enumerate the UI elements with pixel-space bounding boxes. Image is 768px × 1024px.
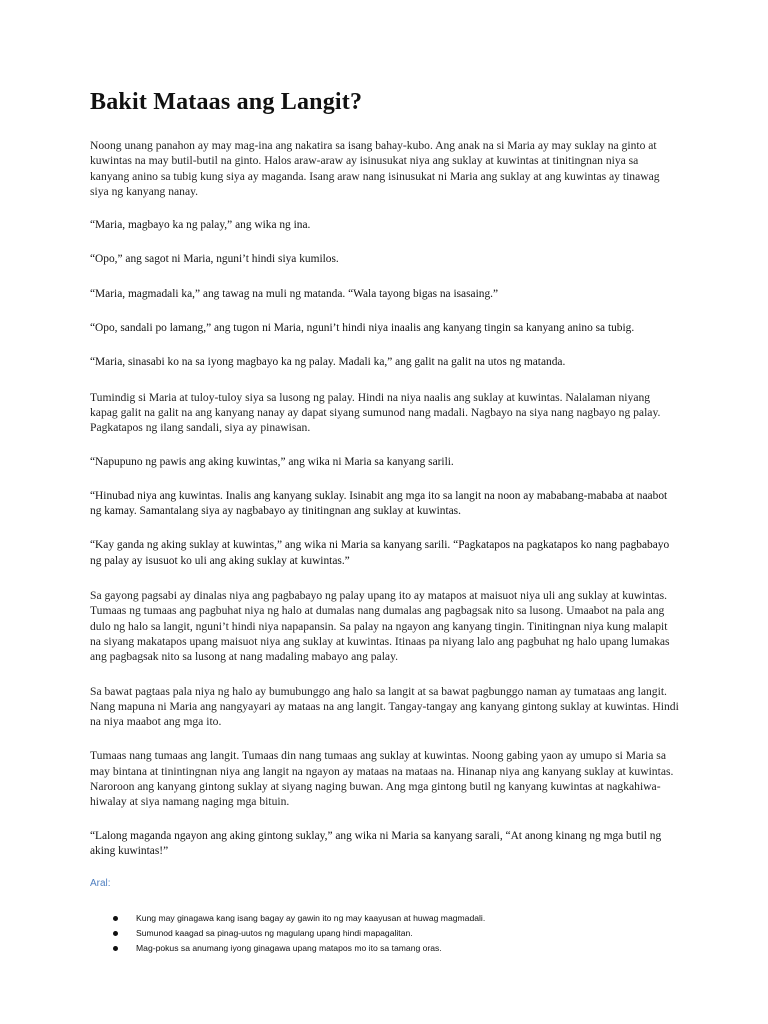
lesson-item	[90, 941, 680, 956]
bullet-icon	[113, 916, 118, 921]
lesson-item	[90, 911, 680, 926]
paragraph-narration: “Hinubad niya ang kuwintas. Inalis ang kanyang suklay. Isinabit ang mga ito sa langit na noon ay mababang-mababa at naabot ng kamay. Samantalang siya ay nagbabayo ay tinitingnan ang suklay at kuwintas.	[90, 489, 668, 518]
aral-heading: Aral:	[90, 878, 111, 890]
bullet-icon	[113, 931, 118, 936]
lesson-item	[90, 926, 680, 941]
paragraph-intro: Noong unang panahon ay may mag-ina ang nakatira sa isang bahay-kubo. Ang anak na si Maria ay may suklay na ginto at kuwintas na may butil-butil na ginto. Halos araw-araw ay isinusukat niya ang suklay at kuwintas at tinitingnan niya sa kanyang anino sa tubig kung siya ay maganda. Isang araw nang isinusukat ni Maria ang suklay at ang kuwintas ay tinawag siya ng kanyang nanay.	[90, 139, 660, 198]
story-body	[90, 138, 680, 956]
paragraph-dialogue: “Lalong maganda ngayon ang aking gintong suklay,” ang wika ni Maria sa kanyang sarali, “At anong kinang ng mga butil ng aking kuwintas!”	[90, 829, 662, 857]
paragraph-dialogue: “Opo,” ang sagot ni Maria, nguni’t hindi siya kumilos.	[90, 253, 339, 266]
paragraph-dialogue: “Napupuno ng pawis ang aking kuwintas,” ang wika ni Maria sa kanyang sarili.	[90, 455, 454, 468]
lesson-list	[90, 911, 680, 956]
paragraph-dialogue: “Opo, sandali po lamang,” ang tugon ni Maria, nguni’t hindi niya inaalis ang kanyang tingin sa kanyang anino sa tubig.	[90, 322, 635, 335]
paragraph-narration: Sa gayong pagsabi ay dinalas niya ang pagbabayo ng palay upang ito ay matapos at maisuot niya uli ang suklay at kuwintas. Tumaas ng tumaas ang pagbuhat niya ng halo at dumalas nang dumalas ang pagbagsak nito sa lusong. Umaabot na pala ang dulo ng halo sa langit, nguni’t hindi niya napapansin. Sa palay na ngayon ang kanyang tingin. Tinitingnan niya kung malapit na siyang makatapos upang maisuot niya ang suklay at kuwintas. Itinaas pa niyang lalo ang pagbuhat ng halo upang lumakas ang pagbagsak nito sa lusong at nang madaling mabayo ang palay.	[90, 589, 670, 664]
paragraph-dialogue: “Maria, sinasabi ko na sa iyong magbayo ka ng palay. Madali ka,” ang galit na galit na utos ng matanda.	[90, 356, 566, 369]
paragraph-dialogue: “Maria, magbayo ka ng palay,” ang wika ng ina.	[90, 219, 311, 232]
paragraph-narration: Tumindig si Maria at tuloy-tuloy siya sa lusong ng palay. Hindi na niya naalis ang suklay at kuwintas. Nalalaman niyang kapag galit na galit na ang kanyang nanay ay dapat siyang sumunod nang madali. Nagbayo na siya nang nagbayo ng palay. Pagkatapos ng ilang sandali, siya ay pinawisan.	[90, 390, 661, 435]
page-title: Bakit Mataas ang Langit?	[90, 89, 363, 115]
paragraph-dialogue: “Maria, magmadali ka,” ang tawag na muli ng matanda. “Wala tayong bigas na isasaing.”	[90, 287, 499, 300]
bullet-icon	[113, 946, 118, 951]
lesson-text: Mag-pokus sa anumang iyong ginagawa upang matapos mo ito sa tamang oras.	[136, 943, 442, 954]
lesson-text: Kung may ginagawa kang isang bagay ay gawin ito ng may kaayusan at huwag magmadali.	[136, 913, 486, 924]
lesson-text: Sumunod kaagad sa pinag-uutos ng magulang upang hindi mapagalitan.	[136, 928, 413, 939]
paragraph-narration: Sa bawat pagtaas pala niya ng halo ay bumubunggo ang halo sa langit at sa bawat pagbunggo naman ay tumataas ang langit. Nang mapuna ni Maria ang nangyayari ay mataas na ang langit. Tangay-tangay ang kanyang gintong suklay at kuwintas. Hindi na niya maabot ang mga ito.	[90, 684, 679, 729]
paragraph-dialogue: “Kay ganda ng aking suklay at kuwintas,” ang wika ni Maria sa kanyang sarili. “Pagkatapos na pagkatapos ko nang pagbabayo ng palay ay isusuot ko uli ang aking suklay at kuwintas.”	[90, 539, 670, 567]
paragraph-narration: Tumaas nang tumaas ang langit. Tumaas din nang tumaas ang suklay at kuwintas. Noong gabing yaon ay umupo si Maria sa may bintana at tinintingnan niya ang langit na ngayon ay mataas na mataas na. Hinanap niya ang kanyang suklay at kuwintas. Naroroon ang kanyang gintong suklay at siyang naging buwan. Ang mga gintong butil ng kanyang kuwintas at nagkahiwa-hiwalay at siya namang naging mga bituin.	[90, 749, 674, 809]
